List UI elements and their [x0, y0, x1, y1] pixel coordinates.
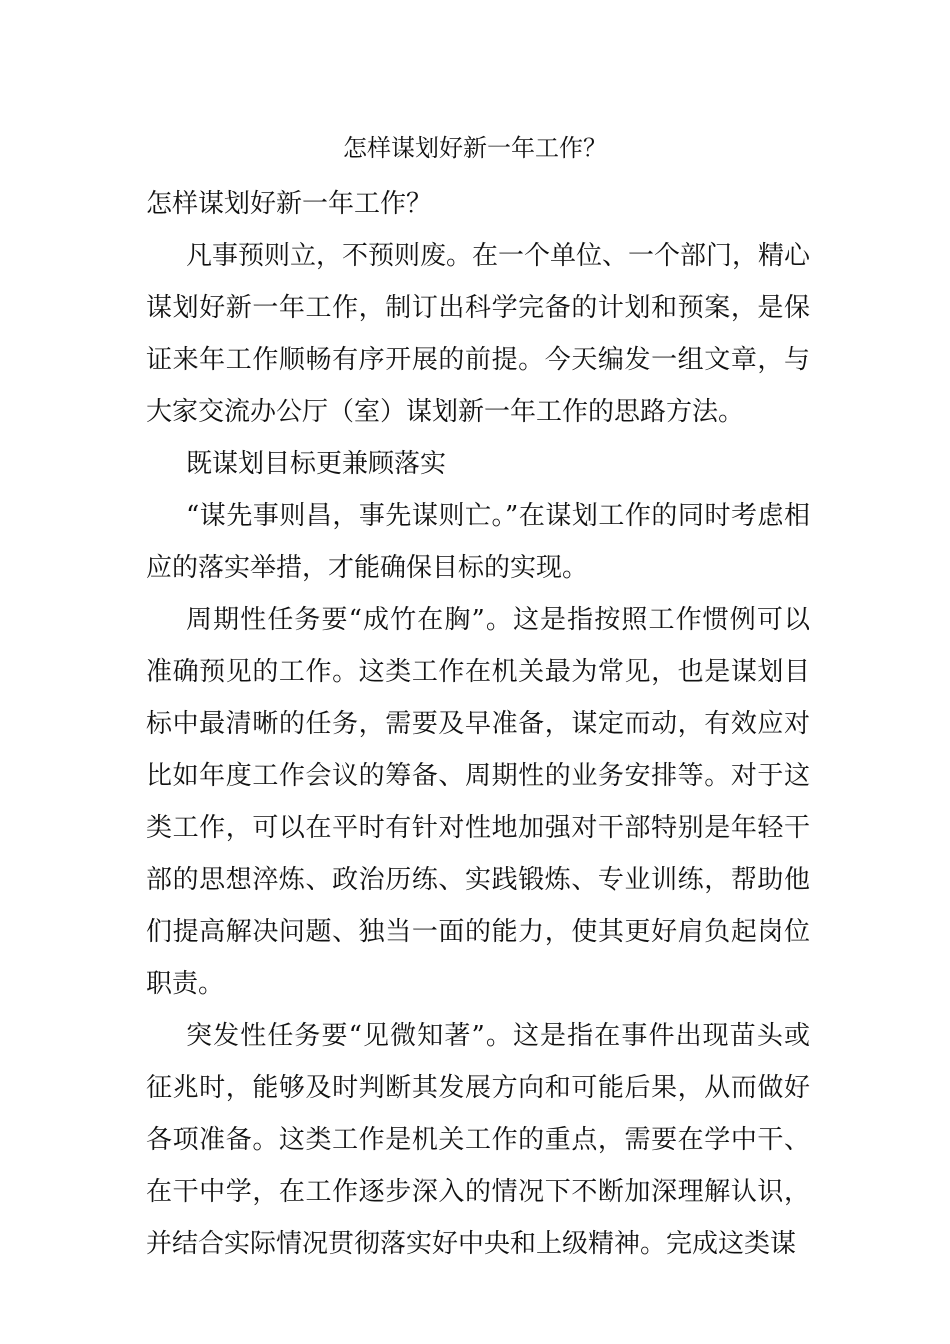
intro-paragraph: 凡事预则立，不预则废。在一个单位、一个部门，精心谋划好新一年工作，制订出科学完备的计划和预案，是保证来年工作顺畅有序开展的前提。今天编发一组文章，与大家交流办公厅（室）谋划新一年工作的思路方法。 — [146, 241, 811, 427]
body-paragraph: 周期性任务要“成竹在胸”。这是指按照工作惯例可以准确预见的工作。这类工作在机关最为常见，也是谋划目标中最清晰的任务，需要及早准备，谋定而动，有效应对比如年度工作会议的筹备、周期性的业务安排等。对于这类工作，可以在平时有针对性地加强对干部特别是年轻干部的思想淬炼、政治历练、实践锻炼、专业训练，帮助他们提高解决问题、独当一面的能力，使其更好肩负起岗位职责。 — [146, 605, 810, 999]
section-heading: 既谋划目标更兼顾落实 — [186, 449, 447, 479]
document-body — [146, 178, 810, 1270]
subtitle-paragraph: 怎样谋划好新一年工作？ — [146, 189, 433, 219]
document-title: 怎样谋划好新一年工作？ — [343, 134, 607, 162]
body-paragraph: 突发性任务要“见微知著”。这是指在事件出现苗头或征兆时，能够及时判断其发展方向和可能后果，从而做好各项准备。这类工作是机关工作的重点，需要在学中干、在干中学，在工作逐步深入的情况下不断加深理解认识，并结合实际情况贯彻落实好中央和上级精神。完成这类谋 — [146, 1021, 810, 1259]
body-paragraph: “谋先事则昌，事先谋则亡。”在谋划工作的同时考虑相应的落实举措，才能确保目标的实现。 — [146, 501, 810, 583]
